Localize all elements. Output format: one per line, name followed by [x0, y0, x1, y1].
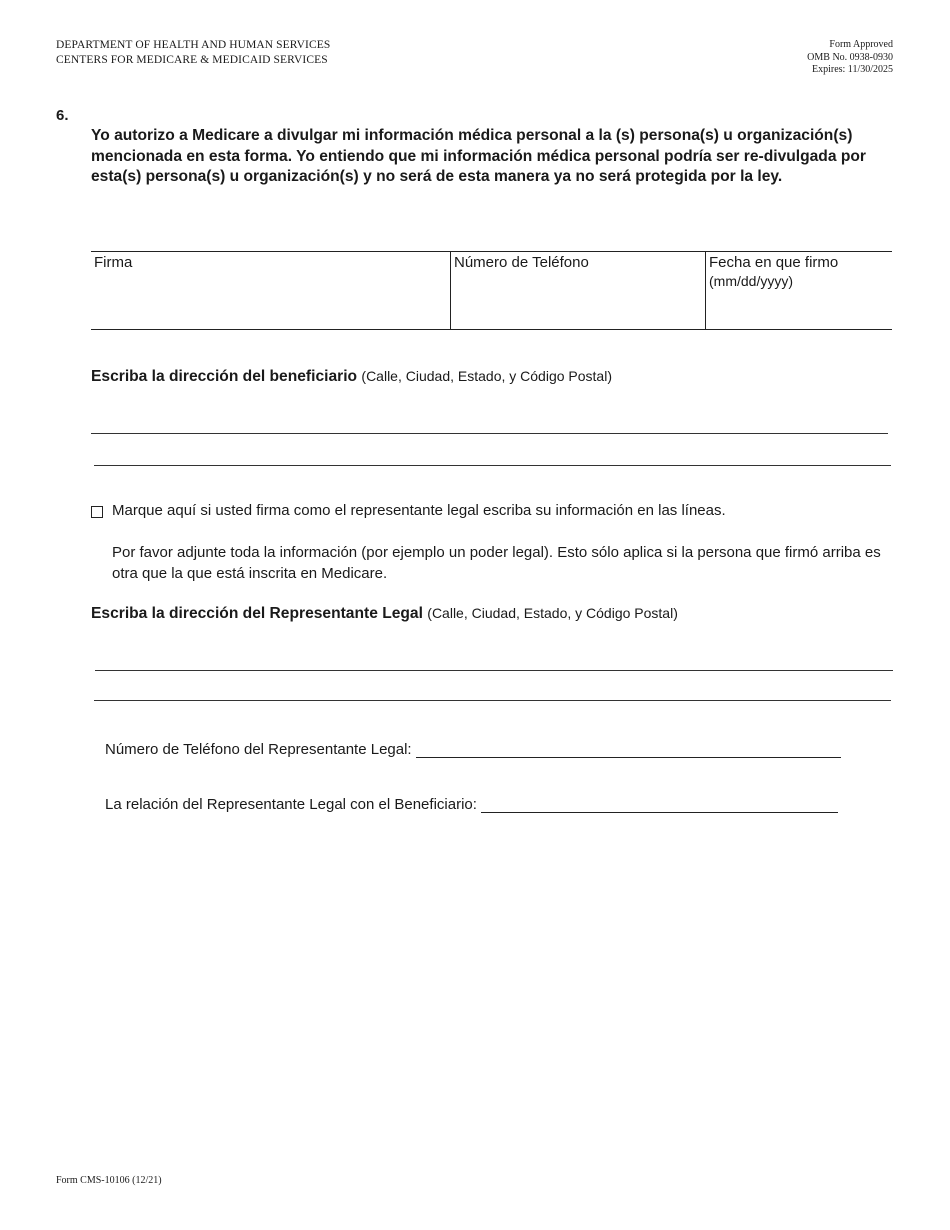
legal-rep-relation-input[interactable]: [481, 796, 838, 813]
phone-label: Número de Teléfono: [454, 254, 589, 271]
section-number: 6.: [56, 107, 69, 124]
beneficiary-address-hint: (Calle, Ciudad, Estado, y Código Postal): [361, 368, 612, 384]
legal-rep-address-hint: (Calle, Ciudad, Estado, y Código Postal): [427, 605, 678, 621]
legal-rep-phone-label: Número de Teléfono del Representante Legal:: [105, 741, 412, 758]
signature-field[interactable]: [91, 252, 450, 329]
legal-rep-checkbox-label: Marque aquí si usted firma como el representante legal escriba su información en las líneas.: [112, 502, 726, 519]
omb-number: OMB No. 0938-0930: [807, 51, 893, 63]
authorization-statement: Yo autorizo a Medicare a divulgar mi información médica personal a la (s) persona(s) u organización(s) mencionada en esta forma. Yo entiendo que mi información médica personal podría ser re-divulgada por esta(s) persona(s) u organización(s) y no será de esta manera ya no será protegida por la ley.: [91, 127, 866, 185]
agency-line-2: CENTERS FOR MEDICARE & MEDICAID SERVICES: [56, 54, 328, 66]
attach-documents-note: Por favor adjunte toda la información (por ejemplo un poder legal). Esto sólo aplica si la persona que firmó arriba es otra que la que está inscrita en Medicare.: [112, 544, 881, 582]
signature-label: Firma: [94, 254, 133, 271]
legal-rep-relation-label: La relación del Representante Legal con el Beneficiario:: [105, 796, 477, 813]
legal-rep-address-line-1[interactable]: [95, 670, 893, 671]
phone-field[interactable]: [450, 252, 705, 329]
beneficiary-address-line-2[interactable]: [94, 465, 891, 466]
form-id-footer: Form CMS-10106 (12/21): [56, 1175, 162, 1186]
agency-header: [56, 38, 330, 68]
legal-rep-phone-row: [105, 741, 841, 758]
legal-rep-checkbox[interactable]: [91, 506, 103, 518]
expiration-date: Expires: 11/30/2025: [811, 64, 893, 75]
signature-table: [91, 251, 892, 330]
date-format-hint: (mm/dd/yyyy): [709, 273, 793, 289]
date-label: Fecha en que firmo: [709, 254, 839, 271]
agency-line-1: DEPARTMENT OF HEALTH AND HUMAN SERVICES: [56, 39, 331, 51]
legal-rep-address-line-2[interactable]: [94, 700, 891, 701]
legal-rep-checkbox-row: [91, 502, 726, 519]
legal-rep-address-heading: [91, 605, 678, 623]
legal-rep-address-title: Escriba la dirección del Representante Legal: [91, 605, 423, 622]
date-field[interactable]: [705, 252, 892, 329]
legal-rep-phone-input[interactable]: [416, 741, 841, 758]
beneficiary-address-heading: [91, 368, 612, 386]
form-approved-label: Form Approved: [829, 39, 893, 50]
beneficiary-address-title: Escriba la dirección del beneficiario: [91, 368, 358, 385]
omb-info: [807, 39, 893, 77]
beneficiary-address-line-1[interactable]: [91, 433, 888, 434]
legal-rep-relation-row: [105, 796, 838, 813]
